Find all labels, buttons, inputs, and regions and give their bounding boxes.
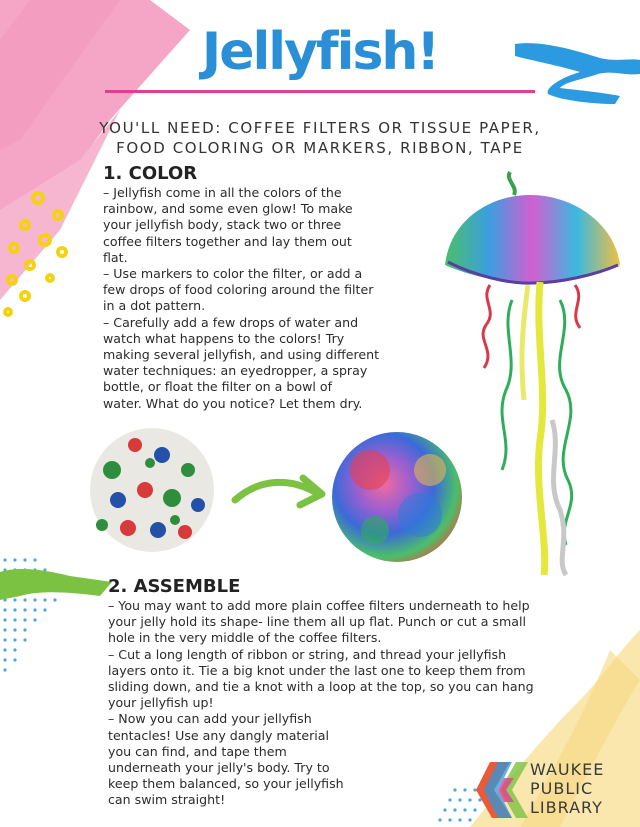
paragraph <box>103 185 443 266</box>
section-heading-assemble: 2. ASSEMBLE <box>108 576 241 597</box>
materials-line: YOU'LL NEED: COFFEE FILTERS OR TISSUE PAPER, <box>99 119 541 137</box>
text-line: bottle, or float the filter on a bowl of <box>103 379 333 395</box>
text-line: hole in the very middle of the coffee filters. <box>108 630 382 646</box>
text-line: water techniques: an eyedropper, a spray <box>103 363 368 379</box>
logo-line: PUBLIC <box>530 779 594 798</box>
text-line: – Carefully add a few drops of water and <box>103 314 359 330</box>
green-brush-stroke <box>0 569 112 600</box>
text-line: your jellyfish up! <box>108 695 214 711</box>
text-line: can swim straight! <box>108 792 226 808</box>
page-title: Jellyfish! <box>201 22 439 82</box>
text-line: flat. <box>103 249 128 265</box>
text-line: – You may want to add more plain coffee filters underneath to help <box>108 598 530 613</box>
text-line: rainbow, and some even glow! To make <box>103 201 353 217</box>
text-line: coffee filters together and lay them out <box>103 233 352 249</box>
section-heading-color: 1. COLOR <box>103 163 198 184</box>
text-line: layers onto it. Tie a big knot under the last one to keep them from <box>108 662 526 678</box>
paragraph <box>103 266 443 315</box>
text-line: sliding down, and tie a knot with a loop at the top, so you can hang <box>108 679 534 695</box>
dotted-filter-photo <box>90 428 214 552</box>
text-line: in a dot pattern. <box>103 298 206 314</box>
paragraph <box>108 598 628 647</box>
materials-line: FOOD COLORING OR MARKERS, RIBBON, TAPE <box>116 139 524 157</box>
text-line: – Cut a long length of ribbon or string, and thread your jellyfish <box>108 646 507 662</box>
arrow-icon <box>235 478 322 505</box>
text-line: your jelly hold its shape- line them all up flat. Punch or cut a small <box>108 614 526 630</box>
logo-line: LIBRARY <box>530 798 603 817</box>
text-line: few drops of food coloring around the filter <box>103 282 374 298</box>
text-line: your jellyfish body, stack two or three <box>103 217 342 233</box>
jellyfish-photo <box>445 172 620 575</box>
text-line: making several jellyfish, and using different <box>103 347 380 363</box>
logo-line: WAUKEE <box>530 760 605 779</box>
text-line: – Jellyfish come in all the colors of the <box>103 185 342 200</box>
paragraph <box>103 315 443 412</box>
text-line: tentacles! Use any dangly material <box>108 727 329 743</box>
section-body-color <box>103 185 443 412</box>
text-line: water. What do you notice? Let them dry. <box>103 395 363 411</box>
text-line: – Use markers to color the filter, or add a <box>103 266 363 282</box>
text-line: watch what happens to the colors! Try <box>103 330 345 346</box>
text-line: you can find, and tape them <box>108 743 287 759</box>
materials-list <box>60 118 580 158</box>
library-logo-text <box>530 760 604 817</box>
tie-dye-filter-photo <box>332 432 462 562</box>
title-divider <box>105 90 535 93</box>
text-line: underneath your jelly's body. Try to <box>108 760 330 776</box>
text-line: – Now you can add your jellyfish <box>108 711 312 727</box>
text-line: keep them balanced, so your jellyfish <box>108 776 344 792</box>
paragraph <box>108 647 628 712</box>
